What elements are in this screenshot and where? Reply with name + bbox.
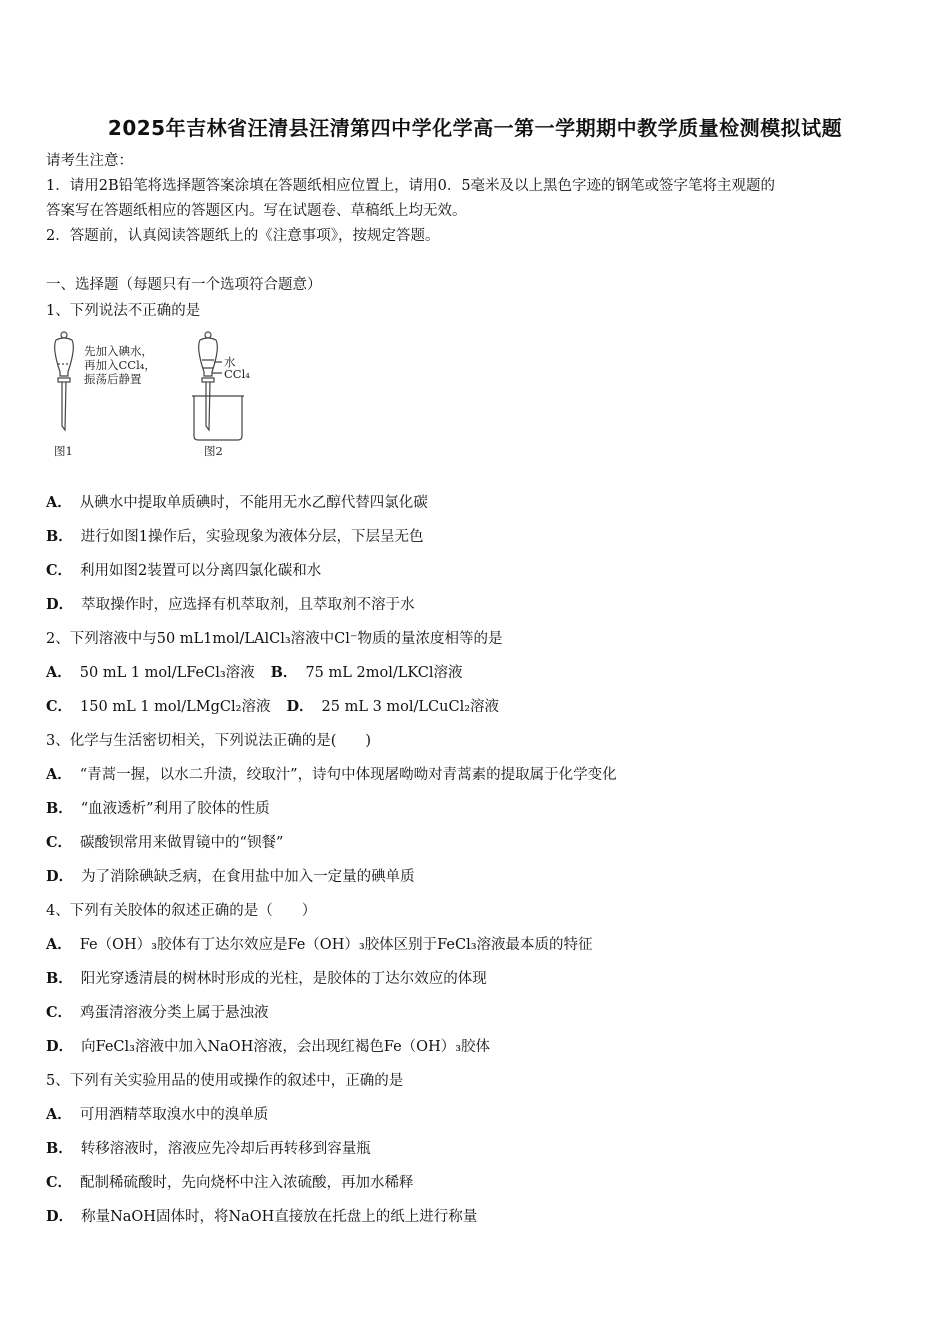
answer-option	[46, 493, 428, 513]
option-text: “青蒿一握，以水二升渍，绞取汁”，诗句中体现屠呦呦对青蒿素的提取属于化学变化	[79, 767, 617, 783]
fig2-water-label: 水	[224, 355, 236, 369]
question-4-stem: 4、下列有关胶体的叙述正确的是（ ）	[46, 903, 317, 919]
answer-option	[46, 1173, 414, 1193]
answer-option	[46, 1003, 269, 1023]
option-label: A．	[46, 1106, 72, 1123]
answer-option	[46, 765, 617, 785]
option-text: 150 mL 1 mol/LMgCl₂溶液	[80, 699, 271, 715]
fig2-ccl4-label: CCl₄	[224, 367, 250, 381]
option-label: A．	[46, 936, 72, 953]
option-label: C．	[46, 698, 73, 715]
option-text: 为了消除碘缺乏病，在食用盐中加入一定量的碘单质	[81, 869, 415, 885]
option-label: C．	[46, 562, 73, 579]
section-heading: 一、选择题（每题只有一个选项符合题意）	[46, 277, 322, 293]
option-text: 可用酒精萃取溴水中的溴单质	[79, 1107, 269, 1123]
answer-option	[46, 867, 415, 887]
question-3-stem: 3、化学与生活密切相关，下列说法正确的是( )	[46, 733, 372, 749]
separatory-funnel-figure	[44, 326, 274, 466]
option-text: 利用如图2装置可以分离四氯化碳和水	[80, 563, 322, 579]
answer-option	[46, 799, 270, 819]
option-text: “血液透析”利用了胶体的性质	[80, 801, 270, 817]
option-label: A．	[46, 494, 72, 511]
option-label: D．	[46, 1208, 74, 1225]
option-label: C．	[46, 1004, 73, 1021]
answer-option	[46, 527, 424, 547]
option-label: B．	[46, 970, 73, 987]
fig2-caption: 图2	[204, 444, 223, 458]
option-label: A．	[46, 766, 72, 783]
fig1-note: 再加入CCl₄，	[84, 358, 156, 372]
option-text: 阳光穿透清晨的树林时形成的光柱，是胶体的丁达尔效应的体现	[80, 971, 487, 987]
question-2-stem: 2、下列溶液中与50 mL1mol/LAlCl₃溶液中Cl⁻物质的量浓度相等的是	[46, 631, 503, 647]
option-text: 25 mL 3 mol/LCuCl₂溶液	[321, 699, 500, 715]
option-label: D．	[46, 1038, 74, 1055]
option-text: 从碘水中提取单质碘时，不能用无水乙醇代替四氯化碳	[79, 495, 428, 511]
answer-option	[46, 561, 321, 581]
option-text: Fe（OH）₃胶体有丁达尔效应是Fe（OH）₃胶体区别于FeCl₃溶液最本质的特征	[79, 937, 593, 953]
option-text: 配制稀硫酸时，先向烧杯中注入浓硫酸，再加水稀释	[80, 1175, 414, 1191]
option-label: C．	[46, 834, 73, 851]
notice-heading: 请考生注意：	[46, 153, 133, 169]
fig1-caption: 图1	[54, 444, 73, 458]
page-title: 2025年吉林省汪清县汪清第四中学化学高一第一学期期中教学质量检测模拟试题	[107, 116, 843, 140]
option-label: D．	[46, 868, 74, 885]
answer-option	[46, 833, 283, 853]
option-text: 50 mL 1 mol/LFeCl₃溶液	[79, 665, 255, 681]
answer-option	[46, 1139, 371, 1159]
answer-option	[46, 595, 415, 615]
option-text: 萃取操作时，应选择有机萃取剂，且萃取剂不溶于水	[81, 597, 415, 613]
option-label: B．	[46, 528, 73, 545]
option-label: B．	[46, 1140, 73, 1157]
answer-option	[46, 1207, 477, 1227]
option-text: 鸡蛋清溶液分类上属于悬浊液	[80, 1005, 269, 1021]
answer-option	[46, 697, 499, 717]
option-text: 转移溶液时，溶液应先冷却后再转移到容量瓶	[80, 1141, 371, 1157]
funnel-diagram	[44, 326, 274, 466]
answer-option	[46, 1037, 490, 1057]
notice-item: 2．答题前，认真阅读答题纸上的《注意事项》，按规定答题。	[46, 228, 440, 244]
option-text: 碳酸钡常用来做胃镜中的“钡餐”	[80, 835, 284, 851]
option-text: 称量NaOH固体时，将NaOH直接放在托盘上的纸上进行称量	[81, 1209, 478, 1225]
fig1-note: 振荡后静置	[84, 372, 142, 386]
answer-option	[46, 1105, 268, 1125]
option-text: 进行如图1操作后，实验现象为液体分层，下层呈无色	[80, 529, 424, 545]
option-label: B．	[46, 800, 73, 817]
notice-item: 答案写在答题纸相应的答题区内。写在试题卷、草稿纸上均无效。	[46, 203, 467, 219]
option-label: C．	[46, 1174, 73, 1191]
question-5-stem: 5、下列有关实验用品的使用或操作的叙述中，正确的是	[46, 1073, 404, 1089]
question-1-stem: 1、下列说法不正确的是	[46, 303, 201, 319]
answer-option	[46, 935, 593, 955]
option-label: D．	[46, 596, 74, 613]
option-label: D．	[286, 698, 314, 715]
notice-item: 1．请用2B铅笔将选择题答案涂填在答题纸相应位置上，请用0．5毫米及以上黑色字迹的钢笔或签字笔将主观题的	[46, 178, 776, 194]
fig1-note: 先加入碘水，	[84, 344, 153, 358]
option-text: 75 mL 2mol/LKCl溶液	[305, 665, 463, 681]
answer-option	[46, 663, 463, 683]
option-label: B．	[270, 664, 298, 681]
answer-option	[46, 969, 487, 989]
option-text: 向FeCl₃溶液中加入NaOH溶液，会出现红褐色Fe（OH）₃胶体	[81, 1039, 491, 1055]
option-label: A．	[46, 664, 72, 681]
